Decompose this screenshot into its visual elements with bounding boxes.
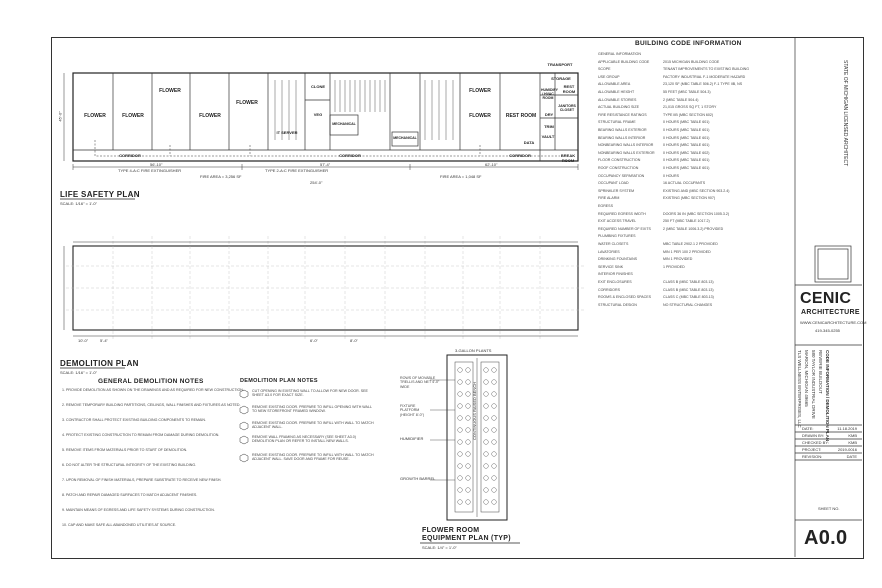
code-value: 0 HOURS (MBC TABLE 601)	[663, 128, 710, 132]
equipment-plan-scale: SCALE: 1/4" = 1'-0"	[422, 545, 457, 550]
general-note: 6. DO NOT ALTER THE STRUCTURAL INTEGRITY OF THE EXISTING BUILDING.	[62, 463, 197, 467]
room-label: TRANSPORT	[547, 62, 573, 67]
plan-note: REMOVE EXISTING DOOR. PREPARE TO INFILL OPENING WITH WALL TO NEW STOREFRONT FRAMED WINDOW.	[252, 405, 372, 414]
room-label: IT SERVER	[276, 130, 298, 135]
life-safety-scale: SCALE: 1/16" = 1'-0"	[60, 201, 98, 206]
code-value: 2 (MBC TABLE 504.4)	[663, 97, 699, 102]
code-value: 250 FT (MBC TABLE 1017.2)	[663, 219, 710, 224]
dimension-label: 8'-0"	[350, 338, 358, 343]
code-key: FIRE RESISTANCE RATINGS	[598, 112, 647, 117]
code-key: APPLICABLE BUILDING CODE	[598, 59, 650, 64]
code-value: 55 FEET (MBC TABLE 504.3)	[663, 90, 711, 94]
dimension-label: 10'-0"	[78, 338, 89, 343]
code-value: TYPE IIB (MBC SECTION 602)	[663, 112, 714, 117]
code-key: FLOOR CONSTRUCTION	[598, 158, 641, 163]
equipment-plan-title: EQUIPMENT PLAN (TYP)	[422, 535, 511, 542]
fire-area-callout: FIRE AREA = 1,048 SF	[440, 174, 482, 179]
code-value: CLASS C (MBC TABLE 803.13)	[663, 295, 714, 300]
firm-phone: 419-345-0255	[815, 328, 840, 333]
room-label: HUMIDIFY / HVAC ROOM	[541, 88, 558, 100]
overall-dimension: 254'-0"	[310, 180, 323, 185]
room-label: MECHANICAL	[332, 122, 356, 126]
plan-note: CUT OPENING IN EXISTING WALL TO ALLOW FOR NEW DOOR. SEE SHEET A3.0 FOR EXACT SIZE.	[252, 389, 368, 398]
room-label: FLOWER	[236, 100, 258, 106]
room-label: FLOWER	[159, 88, 181, 94]
code-key: SPRINKLER SYSTEM	[598, 188, 635, 193]
project-name: REVERIE BUILDOUT	[818, 350, 823, 394]
equipment-label: CONTINUOUS RAISED BENCH	[472, 381, 477, 440]
title-block-value: DATE	[846, 454, 857, 459]
general-notes-title: GENERAL DEMOLITION NOTES	[98, 378, 204, 385]
code-value: MIN 1 PROVIDED	[663, 257, 693, 262]
equipment-label: ROWS OF MOVABLE TRELLIS AND NET 4'-0" WIDE	[400, 376, 440, 389]
code-value: 2 (MBC TABLE 1006.3.2) PROVIDED	[663, 226, 724, 231]
plan-note: REMOVE EXISTING DOOR. PREPARE TO INFILL WITH WALL TO MATCH ADJACENT WALL. SAVE DOOR AND FRAME FOR REUSE.	[252, 453, 374, 462]
code-key: NONBEARING WALLS INTERIOR	[598, 143, 654, 148]
general-note: 8. PATCH AND REPAIR DAMAGED SURFACES TO MATCH ADJACENT FINISHES.	[62, 493, 198, 497]
sheet-number-label: SHEET NO.	[818, 506, 840, 511]
code-value: 0 HOURS	[663, 173, 679, 178]
general-note: 1. PROVIDE DEMOLITION AS SHOWN ON THE DRAWINGS AND AS REQUIRED FOR NEW CONSTRUCTION.	[62, 388, 244, 392]
room-label: CORRIDOR	[339, 153, 361, 158]
title-block-key: REVISION:	[802, 454, 823, 459]
code-key: FIRE ALARM	[598, 196, 620, 201]
client-name: TLS WELLNESS ENTERPRISES, LLC	[797, 350, 802, 428]
project-city: MARION, MICHIGAN 49665	[804, 350, 809, 407]
equipment-label: 3-GALLON PLANTS	[455, 348, 492, 353]
plan-notes-title: DEMOLITION PLAN NOTES	[240, 378, 318, 384]
room-label: FLOWER	[84, 113, 106, 119]
code-key: ACTUAL BUILDING SIZE	[598, 105, 640, 110]
code-key: OCCUPANCY SEPARATION	[598, 173, 645, 178]
code-value: NO STRUCTURAL CHANGES	[663, 302, 713, 307]
code-key: STRUCTURAL FRAME	[598, 120, 636, 125]
equipment-label: FIXTURE PLATFORM (HEIGHT 8'-0")	[400, 404, 425, 417]
code-key: REQUIRED EGRESS WIDTH	[598, 211, 646, 216]
code-value: 0 HOURS (MBC TABLE 601)	[663, 120, 710, 125]
title-block-value: 11.18.2019	[837, 426, 857, 431]
code-key: INTERIOR FINISHES	[598, 272, 633, 277]
code-key: ALLOWABLE STORIES	[598, 97, 637, 102]
room-label: DATA	[523, 140, 535, 145]
code-value: 21,015 GROSS SQ FT, 1 STORY	[663, 105, 717, 110]
dimension-label: 56'-10"	[150, 162, 163, 167]
code-key: GENERAL INFORMATION	[598, 52, 641, 56]
code-value: 0 HOURS (MBC TABLE 601)	[663, 158, 710, 163]
code-value: FACTORY INDUSTRIAL F-1 MODERATE HAZARD	[663, 74, 746, 79]
room-label: FLOWER	[469, 113, 491, 119]
room-label: MECHANICAL	[393, 136, 417, 140]
code-key: BEARING WALLS EXTERIOR	[598, 128, 647, 132]
project-sheet-title: CODE INFORMATION / DEMOLITION PLAN	[825, 350, 830, 442]
dimension-label: 45'-0"	[57, 111, 63, 122]
room-label: FLOWER	[122, 113, 144, 119]
demolition-plan-title: DEMOLITION PLAN	[60, 359, 139, 368]
title-block-value: KMB	[848, 440, 857, 445]
room-label: VEG	[313, 112, 323, 117]
code-value: 0 HOURS (MBC TABLE 601)	[663, 143, 710, 148]
code-key: PLUMBING FIXTURES	[598, 234, 636, 239]
code-value: TENANT IMPROVEMENTS TO EXISTING BUILDING	[663, 67, 750, 72]
equipment-label: GROWTH BARREL	[400, 476, 436, 481]
firm-logo: CENIC	[800, 290, 852, 307]
room-label: TRIM	[544, 124, 554, 129]
room-label: VAULT	[541, 134, 555, 139]
code-key: EXIT ACCESS TRAVEL	[598, 219, 637, 224]
extinguisher-callout: TYPE 2-A:C FIRE EXTINGUISHER	[265, 168, 329, 173]
code-key: SCOPE	[598, 67, 611, 72]
code-key: SERVICE SINK	[598, 264, 624, 269]
code-value: 0 HOURS (MBC TABLE 601)	[663, 166, 710, 170]
room-label: CORRIDOR	[119, 153, 141, 158]
general-note: 9. MAINTAIN MEANS OF EGRESS AND LIFE SAFETY SYSTEMS DURING CONSTRUCTION.	[62, 508, 215, 512]
room-label: FLOWER	[199, 113, 221, 119]
equipment-label: HUMIDIFIER	[400, 436, 424, 441]
code-value: EXISTING AND (MBC SECTION 903.2.4)	[663, 188, 730, 193]
code-key: REQUIRED NUMBER OF EXITS	[598, 226, 651, 231]
code-value: MBC TABLE 2902.1 2 PROVIDED	[663, 242, 718, 246]
code-value: 1 PROVIDED	[663, 264, 685, 269]
code-value: EXISTING (MBC SECTION 907)	[663, 196, 716, 201]
code-value: 2015 MICHIGAN BUILDING CODE	[663, 59, 720, 64]
general-note: 7. UPON REMOVAL OF FINISH MATERIALS, PREPARE SUBSTRATE TO RECEIVE NEW FINISH.	[62, 478, 222, 482]
plan-note: REMOVE WALL FRAMING AS NECESSARY (SEE SHEET A3.0) DEMOLITION PLAN OR REFER TO INSTALL NEW WALLS.	[252, 435, 356, 444]
code-key: BEARING WALLS INTERIOR	[598, 135, 646, 140]
room-label: CLONE	[311, 84, 325, 89]
code-value: DOORS 36 IN (MBC SECTION 1005.3.2)	[663, 211, 730, 216]
code-key: ALLOWABLE AREA	[598, 82, 631, 87]
life-safety-title: LIFE SAFETY PLAN	[60, 190, 140, 199]
room-label: FLOWER	[469, 88, 491, 94]
sheet-number: A0.0	[804, 527, 848, 549]
code-value: CLASS B (MBC TABLE 803.13)	[663, 280, 714, 284]
general-note: 2. REMOVE TEMPORARY BUILDING PARTITIONS, CEILINGS, WALL FINISHES AND FIXTURES AS NOTED.	[62, 403, 241, 407]
general-note: 10. CAP AND MAKE SAFE ALL ABANDONED UTILITIES AT SOURCE.	[62, 523, 177, 527]
code-key: ROOF CONSTRUCTION	[598, 166, 639, 170]
code-key: EGRESS	[598, 204, 613, 208]
flower-room-title: FLOWER ROOM	[422, 527, 480, 534]
code-key: USE GROUP	[598, 74, 620, 79]
extinguisher-callout: TYPE 4-A:C FIRE EXTINGUISHER	[118, 168, 182, 173]
title-block-value: KMB	[848, 433, 857, 438]
building-code-title: BUILDING CODE INFORMATION	[635, 40, 742, 47]
project-address: 580 TAYLOR INDUSTRIAL DRIVE	[811, 350, 816, 419]
general-note: 4. PROTECT EXISTING CONSTRUCTION TO REMAIN FROM DAMAGE DURING DEMOLITION.	[62, 433, 220, 437]
demolition-plan-scale: SCALE: 1/16" = 1'-0"	[60, 370, 98, 375]
code-value: 0 HOURS (MBC TABLE 602)	[663, 150, 710, 155]
room-label: DRY	[544, 112, 554, 117]
title-block-key: CHECKED BY:	[802, 440, 829, 445]
code-key: LAVATORIES	[598, 249, 620, 254]
fire-area-callout: FIRE AREA = 3,256 SF	[200, 174, 242, 179]
code-key: DRINKING FOUNTAINS	[598, 257, 638, 262]
plan-note: REMOVE EXISTING DOOR. PREPARE TO INFILL WITH WALL TO MATCH ADJACENT WALL.	[252, 421, 374, 430]
code-key: EXIT ENCLOSURES	[598, 280, 632, 284]
dimension-label: 5'-4"	[100, 338, 108, 343]
dimension-label: 57'-4"	[320, 162, 331, 167]
title-block-value: 2019-0016	[837, 447, 857, 452]
code-value: CLASS B (MBC TABLE 803.13)	[663, 287, 714, 292]
title-block-key: PROJECT:	[802, 447, 822, 452]
code-key: ALLOWABLE HEIGHT	[598, 90, 635, 94]
firm-website[interactable]: WWW.CENICARCHITECTURE.COM	[800, 320, 867, 325]
room-label: STORAGE	[551, 76, 571, 81]
code-key: NONBEARING WALLS EXTERIOR	[598, 150, 655, 155]
dimension-label: 6'-0"	[310, 338, 318, 343]
code-value: 16 ACTUAL OCCUPANTS	[663, 181, 706, 186]
room-label: JANITORS CLOSET	[558, 104, 576, 112]
room-label: REST ROOM	[505, 113, 537, 119]
firm-logo-sub: ARCHITECTURE	[801, 309, 860, 316]
dimension-label: 62'-10"	[485, 162, 498, 167]
code-key: CORRIDORS	[598, 287, 620, 292]
general-note: 5. REMOVE ITEMS FROM MATERIALS PRIOR TO START OF DEMOLITION.	[62, 448, 188, 452]
room-label: CORRIDOR	[509, 153, 531, 158]
general-note: 3. CONTRACTOR SHALL PROTECT EXISTING BUILDING COMPONENTS TO REMAIN.	[62, 418, 206, 422]
code-value: 0 HOURS (MBC TABLE 601)	[663, 135, 710, 140]
architect-seal: STATE OF MICHIGAN LICENSED ARCHITECT	[842, 60, 848, 167]
code-value: 23,120 SF (MBC TABLE 506.2) F-1 TYPE IIB, NS	[663, 82, 743, 87]
room-label: BREAK ROOM	[560, 153, 576, 163]
code-key: OCCUPANT LOAD	[598, 181, 629, 186]
room-label: REST ROOM	[562, 84, 576, 94]
title-block-key: DATE:	[802, 426, 814, 431]
code-value: MIN 1 PER 100 2 PROVIDED	[663, 249, 711, 254]
code-key: STRUCTURAL DESIGN	[598, 302, 637, 307]
code-key: WATER CLOSETS	[598, 242, 629, 246]
title-block-key: DRAWN BY:	[802, 433, 825, 438]
code-key: ROOMS & ENCLOSED SPACES	[598, 295, 652, 300]
